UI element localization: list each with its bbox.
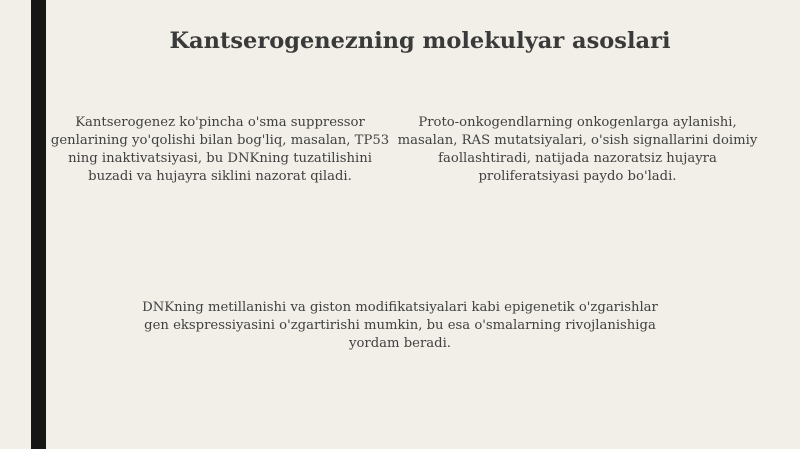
left-paragraph: Kantserogenez ko'pincha o'sma suppressor genlarining yo'qolishi bilan bog'liq, masalan, TP53 ning inaktivatsiyasi, bu DNKning tuzatilishini buzadi va hujayra siklini nazorat qiladi.: [50, 115, 390, 184]
slide-title: Kantserogenezning molekulyar asoslari: [169, 28, 671, 54]
right-paragraph: Proto-onkogendlarning onkogenlarga aylanishi, masalan, RAS mutatsiyalari, o'sish signallarini doimiy faollashtiradi, natijada nazoratsiz hujayra proliferatsiyasi paydo bo'ladi.: [397, 115, 758, 184]
bottom-paragraph: DNKning metillanishi va giston modifikatsiyalari kabi epigenetik o'zgarishlar gen ekspressiyasini o'zgartirishi mumkin, bu esa o'smalarning rivojlanishiga yordam beradi.: [142, 300, 658, 351]
accent-bar: [31, 0, 46, 449]
